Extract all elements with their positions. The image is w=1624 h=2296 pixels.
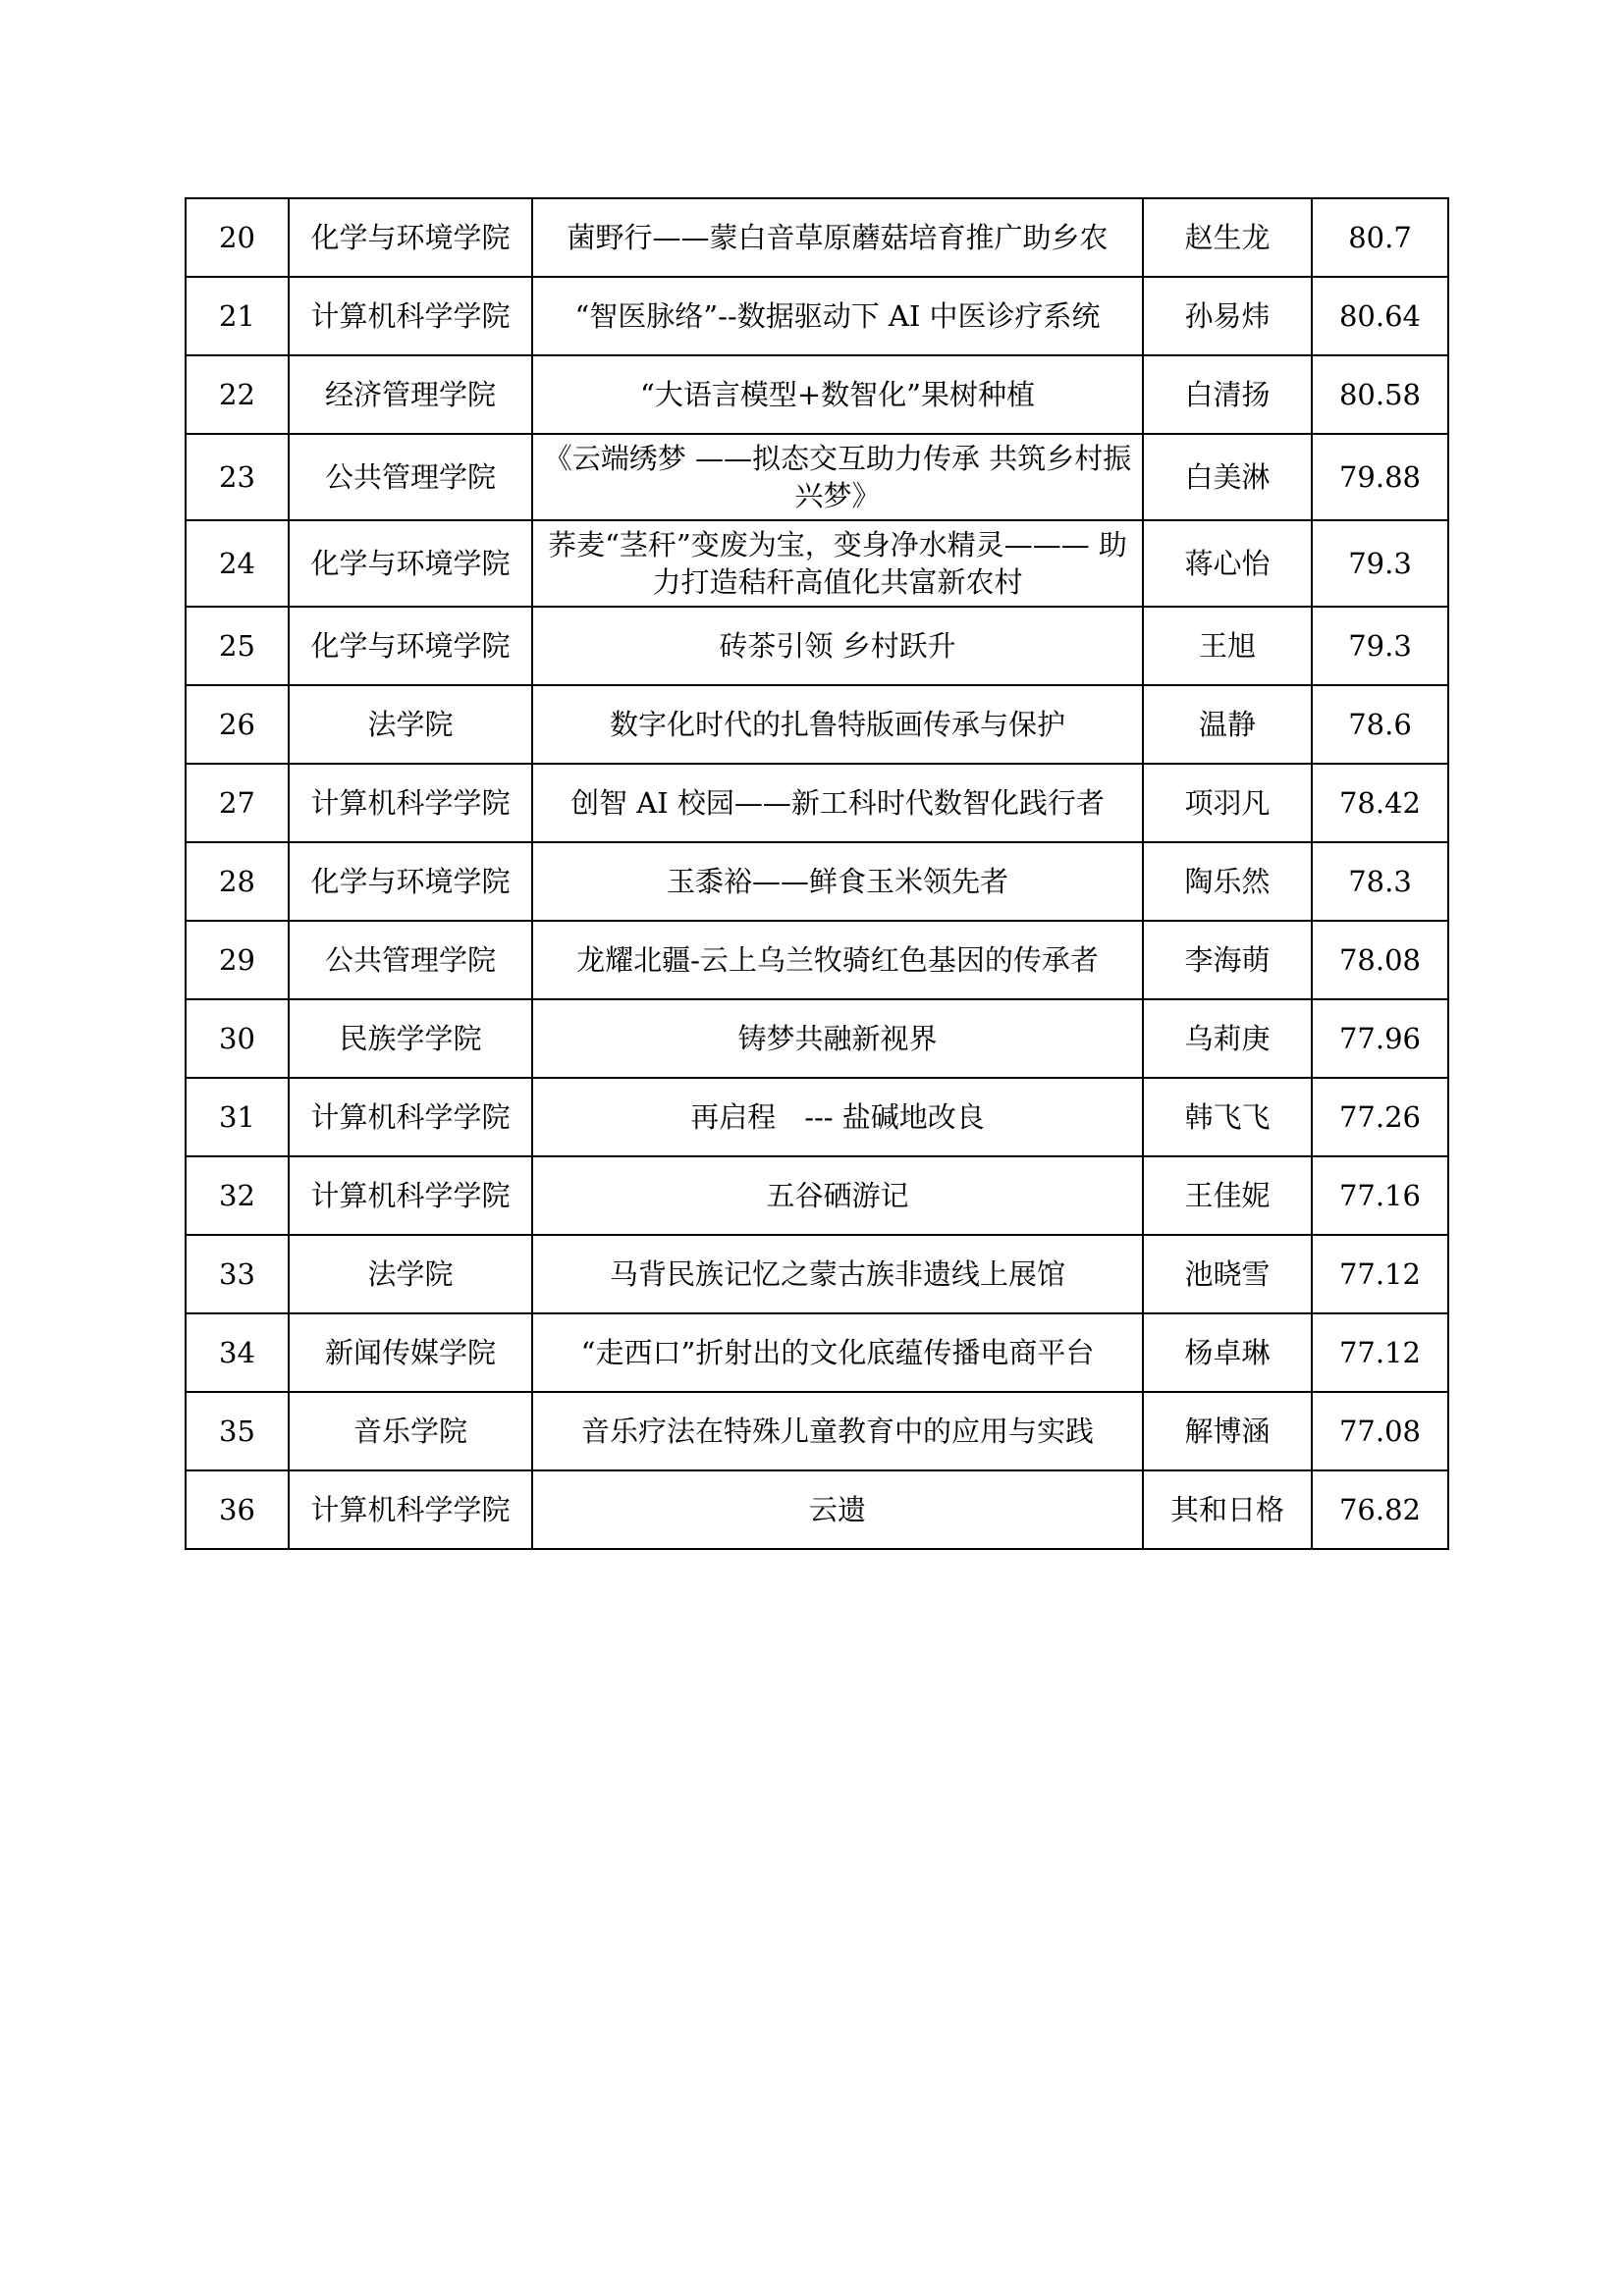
leader-cell: 池晓雪 (1143, 1235, 1312, 1313)
table-row (186, 921, 1448, 999)
rank-cell: 25 (186, 607, 289, 685)
college-cell: 音乐学院 (289, 1392, 532, 1470)
table-row (186, 1470, 1448, 1549)
project-cell: “智医脉络”--数据驱动下 AI 中医诊疗系统 (532, 277, 1143, 355)
project-cell: 玉黍裕——鲜食玉米领先者 (532, 842, 1143, 921)
leader-cell: 其和日格 (1143, 1470, 1312, 1549)
table-row (186, 277, 1448, 355)
rank-cell: 33 (186, 1235, 289, 1313)
rank-cell: 26 (186, 685, 289, 764)
score-cell: 79.3 (1312, 520, 1448, 607)
project-cell: 《云端绣梦 ——拟态交互助力传承 共筑乡村振兴梦》 (532, 434, 1143, 520)
score-cell: 80.64 (1312, 277, 1448, 355)
leader-cell: 白美淋 (1143, 434, 1312, 520)
college-cell: 公共管理学院 (289, 434, 532, 520)
leader-cell: 蒋心怡 (1143, 520, 1312, 607)
college-cell: 化学与环境学院 (289, 520, 532, 607)
table-row (186, 434, 1448, 520)
college-cell: 计算机科学学院 (289, 277, 532, 355)
rank-cell: 24 (186, 520, 289, 607)
table-row (186, 198, 1448, 277)
table-row (186, 842, 1448, 921)
leader-cell: 白清扬 (1143, 355, 1312, 434)
leader-cell: 陶乐然 (1143, 842, 1312, 921)
score-cell: 78.3 (1312, 842, 1448, 921)
rank-cell: 22 (186, 355, 289, 434)
project-cell: “走西口”折射出的文化底蕴传播电商平台 (532, 1313, 1143, 1392)
table-row (186, 1078, 1448, 1156)
project-cell: 数字化时代的扎鲁特版画传承与保护 (532, 685, 1143, 764)
college-cell: 化学与环境学院 (289, 198, 532, 277)
project-cell: 荞麦“茎秆”变废为宝，变身净水精灵——— 助力打造秸秆高值化共富新农村 (532, 520, 1143, 607)
rank-cell: 23 (186, 434, 289, 520)
project-cell: 音乐疗法在特殊儿童教育中的应用与实践 (532, 1392, 1143, 1470)
table-row (186, 1156, 1448, 1235)
college-cell: 计算机科学学院 (289, 1156, 532, 1235)
rank-cell: 31 (186, 1078, 289, 1156)
score-cell: 76.82 (1312, 1470, 1448, 1549)
college-cell: 计算机科学学院 (289, 1470, 532, 1549)
project-cell: 菌野行——蒙白音草原蘑菇培育推广助乡农 (532, 198, 1143, 277)
college-cell: 计算机科学学院 (289, 764, 532, 842)
score-cell: 77.08 (1312, 1392, 1448, 1470)
table-row (186, 1313, 1448, 1392)
score-cell: 77.26 (1312, 1078, 1448, 1156)
project-cell: 云遗 (532, 1470, 1143, 1549)
college-cell: 民族学学院 (289, 999, 532, 1078)
college-cell: 法学院 (289, 1235, 532, 1313)
leader-cell: 王旭 (1143, 607, 1312, 685)
project-cell: 创智 AI 校园——新工科时代数智化践行者 (532, 764, 1143, 842)
score-cell: 78.6 (1312, 685, 1448, 764)
project-cell: 马背民族记忆之蒙古族非遗线上展馆 (532, 1235, 1143, 1313)
score-cell: 78.08 (1312, 921, 1448, 999)
score-cell: 77.12 (1312, 1313, 1448, 1392)
rank-cell: 27 (186, 764, 289, 842)
leader-cell: 解博涵 (1143, 1392, 1312, 1470)
project-cell: 砖茶引领 乡村跃升 (532, 607, 1143, 685)
project-cell: 龙耀北疆-云上乌兰牧骑红色基因的传承者 (532, 921, 1143, 999)
results-table (185, 197, 1449, 1550)
rank-cell: 36 (186, 1470, 289, 1549)
table-row (186, 685, 1448, 764)
table-row (186, 520, 1448, 607)
table-row (186, 1235, 1448, 1313)
leader-cell: 赵生龙 (1143, 198, 1312, 277)
leader-cell: 乌莉庚 (1143, 999, 1312, 1078)
score-cell: 77.16 (1312, 1156, 1448, 1235)
rank-cell: 34 (186, 1313, 289, 1392)
table-row (186, 764, 1448, 842)
project-cell: 铸梦共融新视界 (532, 999, 1143, 1078)
rank-cell: 30 (186, 999, 289, 1078)
table-row (186, 607, 1448, 685)
leader-cell: 杨卓琳 (1143, 1313, 1312, 1392)
college-cell: 化学与环境学院 (289, 842, 532, 921)
table-row (186, 355, 1448, 434)
college-cell: 法学院 (289, 685, 532, 764)
leader-cell: 孙易炜 (1143, 277, 1312, 355)
college-cell: 新闻传媒学院 (289, 1313, 532, 1392)
score-cell: 78.42 (1312, 764, 1448, 842)
leader-cell: 韩飞飞 (1143, 1078, 1312, 1156)
rank-cell: 21 (186, 277, 289, 355)
college-cell: 计算机科学学院 (289, 1078, 532, 1156)
score-cell: 79.88 (1312, 434, 1448, 520)
leader-cell: 李海萌 (1143, 921, 1312, 999)
college-cell: 经济管理学院 (289, 355, 532, 434)
score-cell: 80.7 (1312, 198, 1448, 277)
score-cell: 77.12 (1312, 1235, 1448, 1313)
leader-cell: 项羽凡 (1143, 764, 1312, 842)
table-row (186, 1392, 1448, 1470)
rank-cell: 29 (186, 921, 289, 999)
college-cell: 公共管理学院 (289, 921, 532, 999)
rank-cell: 32 (186, 1156, 289, 1235)
project-cell: 五谷硒游记 (532, 1156, 1143, 1235)
score-cell: 79.3 (1312, 607, 1448, 685)
rank-cell: 35 (186, 1392, 289, 1470)
project-cell: “大语言模型+数智化”果树种植 (532, 355, 1143, 434)
score-cell: 77.96 (1312, 999, 1448, 1078)
rank-cell: 28 (186, 842, 289, 921)
score-cell: 80.58 (1312, 355, 1448, 434)
table-row (186, 999, 1448, 1078)
leader-cell: 温静 (1143, 685, 1312, 764)
rank-cell: 20 (186, 198, 289, 277)
project-cell: 再启程 --- 盐碱地改良 (532, 1078, 1143, 1156)
college-cell: 化学与环境学院 (289, 607, 532, 685)
results-table-body (186, 198, 1448, 1549)
leader-cell: 王佳妮 (1143, 1156, 1312, 1235)
